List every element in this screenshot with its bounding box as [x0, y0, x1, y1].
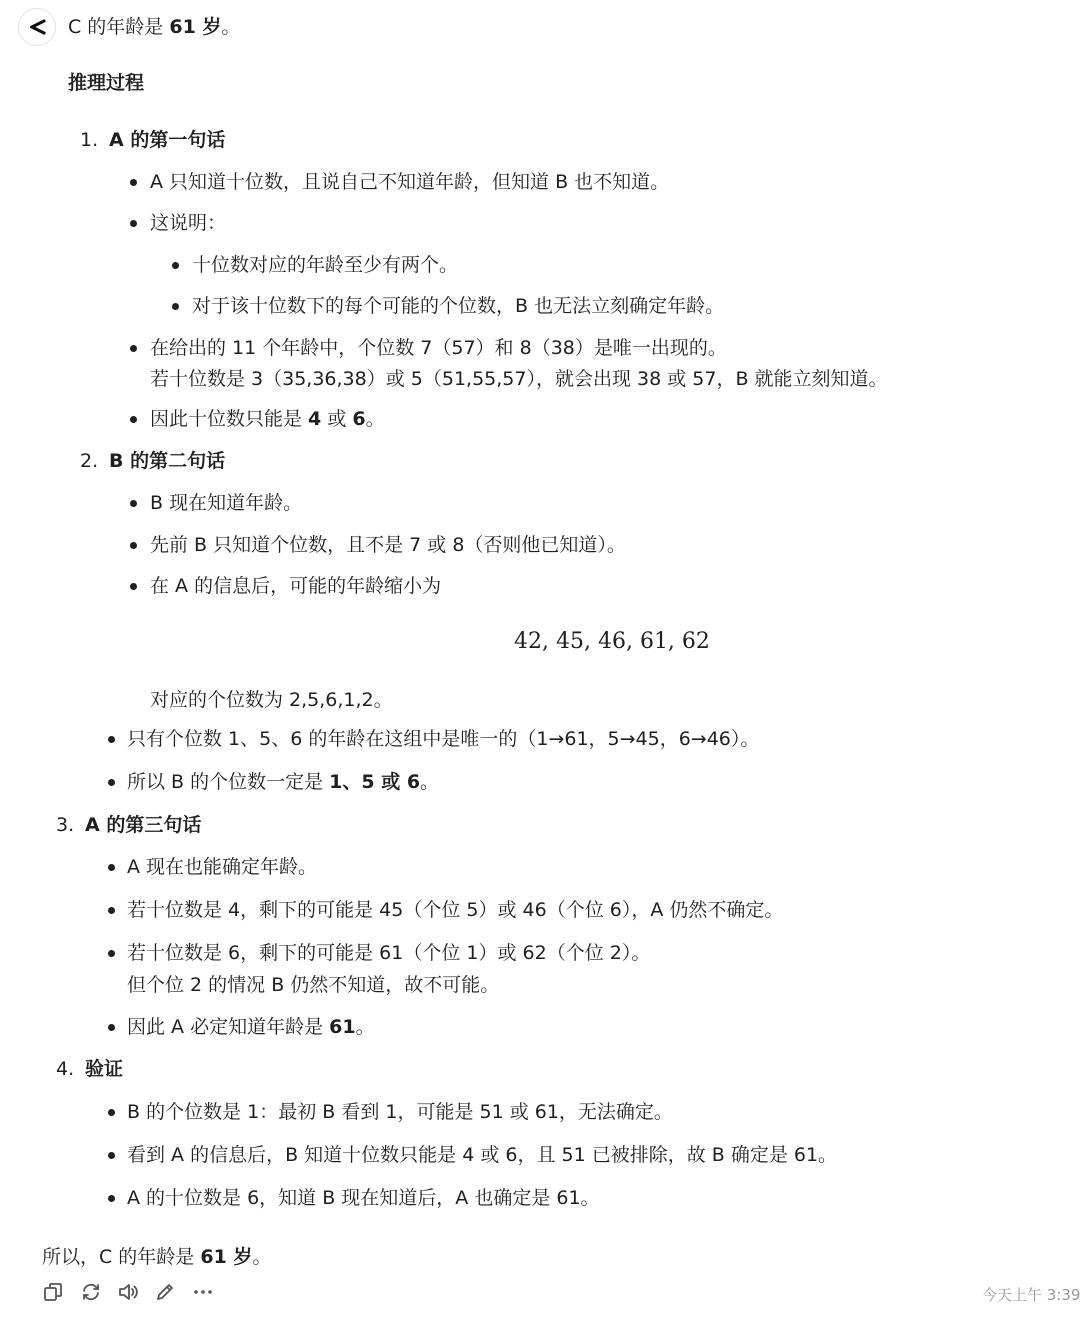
list-item: 看到 A 的信息后，B 知道十位数只能是 4 或 6，且 51 已被排除，故 B 确定是 61。	[127, 1144, 838, 1166]
step-title: A 的第三句话	[85, 814, 202, 836]
bullet	[172, 262, 179, 269]
list-item: B 的个位数是 1：最初 B 看到 1，可能是 51 或 61，无法确定。	[127, 1101, 673, 1123]
step-number: 3.	[56, 814, 75, 836]
step-title: B 的第二句话	[109, 450, 226, 472]
list-item: 十位数对应的年龄至少有两个。	[192, 254, 459, 276]
edit-icon	[153, 1280, 177, 1304]
bullet	[108, 950, 115, 957]
assistant-logo-icon	[27, 18, 47, 36]
regenerate-icon	[79, 1280, 103, 1304]
answer-header: C 的年龄是 61 岁。	[68, 16, 241, 38]
list-item: 先前 B 只知道个位数，且不是 7 或 8（否则他已知道）。	[150, 534, 626, 556]
bullet	[108, 1109, 115, 1116]
bullet	[130, 179, 137, 186]
bullet	[172, 303, 179, 310]
bullet	[130, 542, 137, 549]
list-item: A 现在也能确定年龄。	[127, 856, 318, 878]
copy-icon	[41, 1280, 65, 1304]
step-number: 1.	[80, 129, 99, 151]
list-item: 在 A 的信息后，可能的年龄缩小为	[150, 575, 442, 597]
list-item: B 现在知道年龄。	[150, 492, 303, 514]
bullet	[130, 220, 137, 227]
edit-button[interactable]	[153, 1280, 177, 1304]
list-item: 在给出的 11 个年龄中，个位数 7（57）和 8（38）是唯一出现的。	[150, 337, 727, 359]
list-item: 对于该十位数下的每个可能的个位数，B 也无法立刻确定年龄。	[192, 295, 725, 317]
bullet	[108, 1024, 115, 1031]
bullet	[108, 1195, 115, 1202]
step-number: 2.	[80, 450, 99, 472]
list-item: 若十位数是 6，剩下的可能是 61（个位 1）或 62（个位 2）。	[127, 942, 651, 964]
list-item-continuation: 若十位数是 3（35,36,38）或 5（51,55,57），就会出现 38 或 57，B 就能立刻知道。	[150, 368, 888, 390]
bullet	[130, 345, 137, 352]
section-title: 推理过程	[68, 72, 145, 94]
bullet	[130, 416, 137, 423]
bullet	[108, 1152, 115, 1159]
bullet	[130, 583, 137, 590]
list-item-continuation: 但个位 2 的情况 B 仍然不知道，故不可能。	[127, 974, 500, 996]
bullet	[108, 736, 115, 743]
bullet	[130, 500, 137, 507]
step-title: 验证	[85, 1058, 124, 1080]
speaker-icon	[116, 1280, 140, 1304]
bullet	[108, 779, 115, 786]
list-item: 所以 B 的个位数一定是 1、5 或 6。	[127, 771, 440, 793]
step-number: 4.	[56, 1058, 75, 1080]
list-item: A 只知道十位数，且说自己不知道年龄，但知道 B 也不知道。	[150, 171, 670, 193]
list-item: 若十位数是 4，剩下的可能是 45（个位 5）或 46（个位 6），A 仍然不确定。	[127, 899, 784, 921]
list-item: 这说明：	[150, 212, 227, 234]
step-title: A 的第一句话	[109, 129, 226, 151]
read-aloud-button[interactable]	[116, 1280, 140, 1304]
more-button[interactable]	[191, 1280, 215, 1304]
bullet	[108, 864, 115, 871]
list-item: A 的十位数是 6，知道 B 现在知道后，A 也确定是 61。	[127, 1187, 600, 1209]
list-item: 因此十位数只能是 4 或 6。	[150, 408, 385, 430]
list-item: 因此 A 必定知道年龄是 61。	[127, 1016, 375, 1038]
bullet	[108, 907, 115, 914]
list-item: 只有个位数 1、5、6 的年龄在这组中是唯一的（1→61，5→45，6→46）。	[127, 728, 760, 750]
message-timestamp: 今天上午 3:39	[982, 1286, 1080, 1304]
copy-button[interactable]	[41, 1280, 65, 1304]
more-icon	[191, 1280, 215, 1304]
regenerate-button[interactable]	[79, 1280, 103, 1304]
assistant-avatar	[18, 8, 56, 46]
math-expression: 42, 45, 46, 61, 62	[514, 629, 710, 654]
list-item-continuation: 对应的个位数为 2,5,6,1,2。	[150, 689, 393, 711]
conclusion: 所以，C 的年龄是 61 岁。	[42, 1246, 272, 1268]
